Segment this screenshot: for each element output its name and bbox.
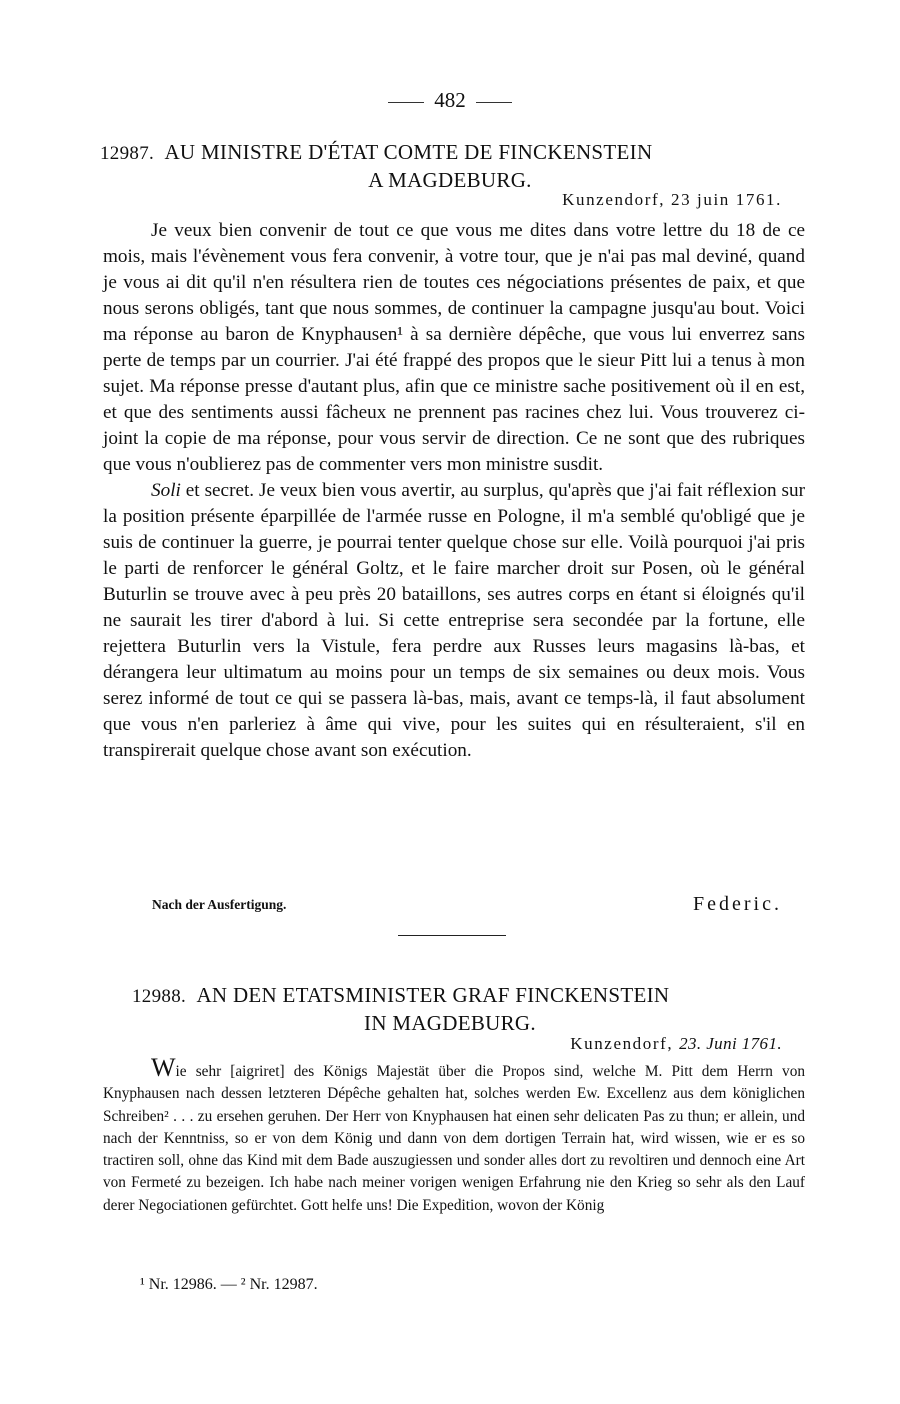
letter2-paragraph-1 <box>103 1053 805 1217</box>
letter1-title-line2: A MAGDEBURG. <box>368 168 532 192</box>
footnotes: ¹ Nr. 12986. — ² Nr. 12987. <box>140 1276 318 1293</box>
letter2-dateline <box>570 1034 782 1054</box>
letter1-paragraph-2-text: et secret. Je veux bien vous avertir, au surplus, qu'après que j'ai fait réflexion sur la position présente éparpillée de l'armée russe en Pologne, il m'a semblé qu'obligé que je suis de continuer la guerre, je pourrai tenter quelque chose sur elle. Voilà pourquoi j'ai pris le parti de renforcer le général Goltz, et le faire marcher droit sur Posen, où le général Buturlin se trouve avec à peu près 20 bataillons, ses autres corps en étant si éloignés qu'il ne saurait les tirer d'abord à lui. Si cette entreprise sera secondée par la fortune, elle rejettera Buturlin vers la Vistule, fera perdre aux Russes leurs magasins là-bas, et dérangera leur ultimatum au moins pour un temps de six semaines ou deux mois. Vous serez informé de tout ce qui se passera là-bas, mais, avant ce temps-là, il faut absolument que vous n'en parleriez à âme qui vive, pour les suites qui en résulteraient, s'il en transpirerait quelque chose avant son exécution. <box>103 480 805 761</box>
letter1-body <box>103 218 805 764</box>
letter1-signature: Federic. <box>693 893 782 915</box>
letter1-source-note: Nach der Ausfertigung. <box>152 897 287 912</box>
letter2-date: 23. Juni 1761. <box>679 1034 782 1053</box>
letter1-paragraph-2 <box>103 478 805 764</box>
letter2-title-line2: IN MAGDEBURG. <box>364 1011 536 1035</box>
letter2-place: Kunzendorf, <box>570 1034 674 1053</box>
page-number-dash-left <box>388 102 424 103</box>
letter2-body <box>103 1053 805 1217</box>
page-number-dash-right <box>476 102 512 103</box>
letter2-initial: W <box>151 1053 176 1082</box>
letter1-number: 12987. <box>100 143 155 164</box>
letter2-number: 12988. <box>132 986 187 1007</box>
letter1-date: 23 juin 1761. <box>671 190 782 209</box>
letter1-dateline <box>562 190 782 210</box>
section-divider <box>398 935 506 936</box>
letter1-heading <box>100 139 800 193</box>
letter1-place: Kunzendorf, <box>562 190 666 209</box>
letter1-paragraph-2-lead: Soli <box>151 480 181 501</box>
letter1-title-line1: AU MINISTRE D'ÉTAT COMTE DE FINCKENSTEIN <box>164 140 653 164</box>
letter2-heading <box>100 982 800 1036</box>
page-number: 482 <box>0 88 900 113</box>
letter2-paragraph-1-text: ie sehr [aigriret] des Königs Majestät über die Propos sind, welche M. Pitt dem Herrn von Knyphausen nach dessen letzteren Dépêche gehalten hat, solches werden Ew. Excellenz aus dem königlichen Schreiben² . . . zu ersehen geruhen. Der Herr von Knyphausen hat einen sehr delicaten Pas zu thun; er allein, und nach der Kenntniss, so er von dem König und dann von dem dortigen Terrain hat, wird wissen, wie er es so tractiren soll, ohne das Kind mit dem Bade auszugiessen und sonder alles dort zu revoltiren und dennoch eine Art von Fermeté zu bezeigen. Ich habe nach meiner vorigen wenigen Erfahrung nie den Krieg so sehr als den Lauf derer Negociationen gefürchtet. Gott helfe uns! Die Expedition, wovon der König <box>103 1063 805 1214</box>
letter1-paragraph-1: Je veux bien convenir de tout ce que vous me dites dans votre lettre du 18 de ce mois, mais l'évènement vous fera convenir, à votre tour, que je n'ai pas mal deviné, quand je vous ai dit qu'il n'en résultera rien de toutes ces négociations présentes de paix, et que nous serons obligés, tant que nous sommes, de continuer la campagne jusqu'au bout. Voici ma réponse au baron de Knyphausen¹ à sa dernière dépêche, que vous lui enverrez sans perte de temps par un courrier. J'ai été frappé des propos que le sieur Pitt lui a tenus à mon sujet. Ma réponse presse d'autant plus, afin que ce ministre sache positivement où il en est, et que des sentiments aussi fâcheux ne prennent pas racines chez lui. Vous trouverez ci-joint la copie de ma réponse, pour vous servir de direction. Ce ne sont que des rubriques que vous n'oublierez pas de commenter vers mon ministre susdit. <box>103 220 805 475</box>
letter2-title-line1: AN DEN ETATSMINISTER GRAF FINCKENSTEIN <box>196 983 670 1007</box>
